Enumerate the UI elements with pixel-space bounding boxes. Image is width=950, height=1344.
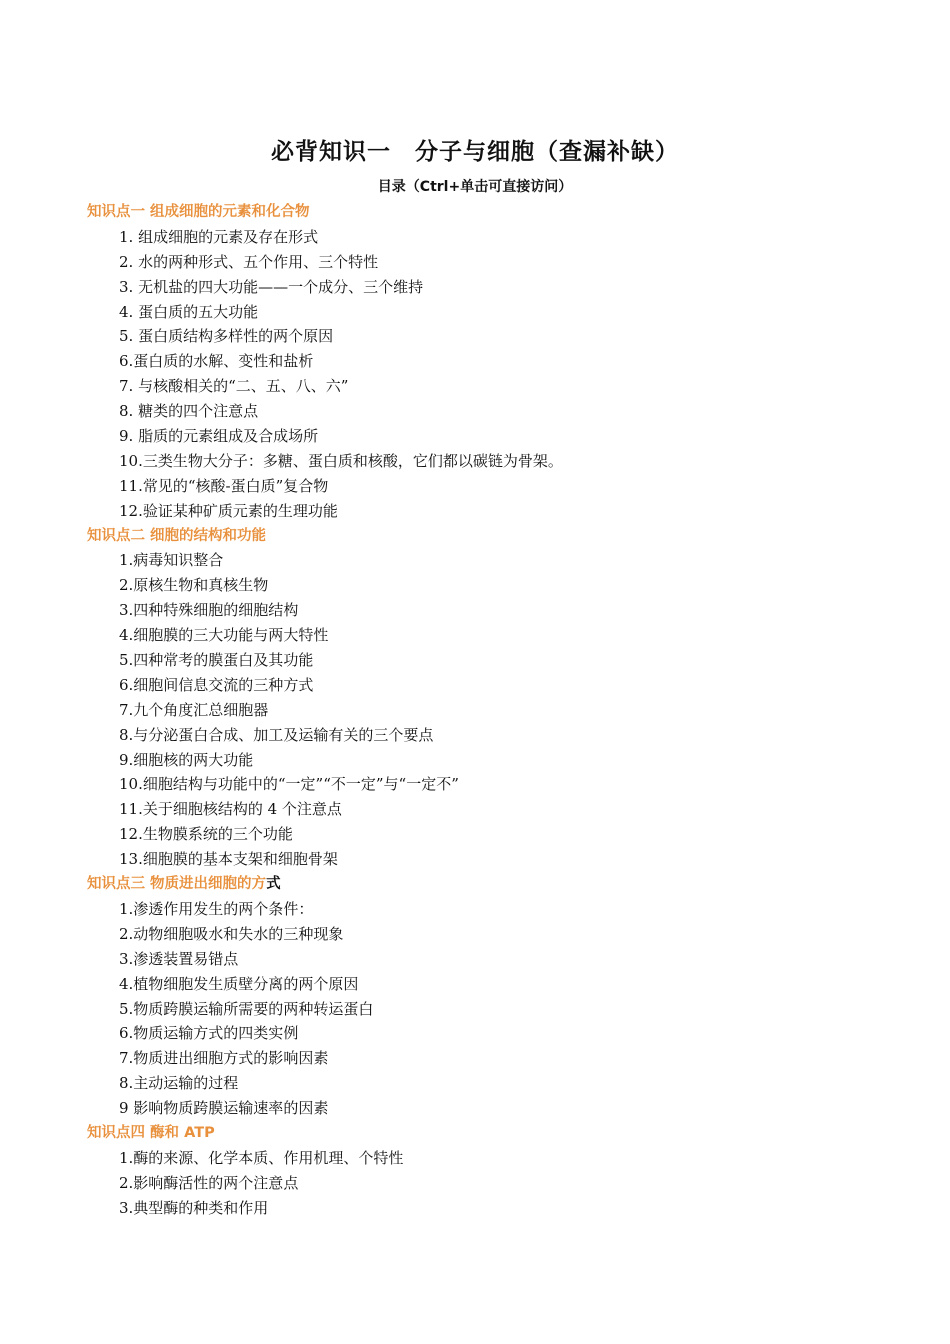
toc-item[interactable]: 7.物质进出细胞方式的影响因素 — [119, 1049, 329, 1068]
toc-item[interactable]: 6.蛋白质的水解、变性和盐析 — [119, 352, 314, 371]
toc-section-heading[interactable]: 知识点一 组成细胞的元素和化合物 — [87, 204, 310, 220]
toc-item[interactable]: 1.渗透作用发生的两个条件： — [119, 899, 314, 918]
toc-item[interactable]: 1. 组成细胞的元素及存在形式 — [119, 227, 319, 246]
toc-item[interactable]: 2.影响酶活性的两个注意点 — [119, 1173, 299, 1192]
toc-item[interactable]: 7.九个角度汇总细胞器 — [119, 700, 269, 719]
toc-item[interactable]: 4.细胞膜的三大功能与两大特性 — [119, 626, 329, 645]
toc-item[interactable]: 11.关于细胞核结构的 4 个注意点 — [119, 800, 342, 819]
toc-item[interactable]: 8.主动运输的过程 — [119, 1074, 239, 1093]
toc-item[interactable]: 2.原核生物和真核生物 — [119, 576, 269, 595]
toc-item[interactable]: 12.验证某种矿质元素的生理功能 — [119, 501, 338, 520]
toc-item[interactable]: 9. 脂质的元素组成及合成场所 — [119, 427, 319, 446]
toc-item[interactable]: 9.细胞核的两大功能 — [119, 750, 254, 769]
toc-item[interactable]: 3.典型酶的种类和作用 — [119, 1198, 269, 1217]
toc-item[interactable]: 3.渗透装置易错点 — [119, 949, 239, 968]
toc-item[interactable]: 10.三类生物大分子：多糖、蛋白质和核酸，它们都以碳链为骨架。 — [119, 451, 563, 470]
toc-item[interactable]: 7. 与核酸相关的“二、五、八、六” — [119, 377, 349, 396]
toc-item[interactable]: 12.生物膜系统的三个功能 — [119, 825, 293, 844]
toc-section-heading[interactable]: 知识点四 酶和 ATP — [87, 1124, 215, 1141]
toc-item[interactable]: 4.植物细胞发生质壁分离的两个原因 — [119, 974, 359, 993]
toc-item[interactable]: 10.细胞结构与功能中的“一定”“不一定”与“一定不” — [119, 775, 459, 794]
toc-item[interactable]: 5.四种常考的膜蛋白及其功能 — [119, 651, 314, 670]
toc-item[interactable]: 11.常见的“核酸-蛋白质”复合物 — [119, 476, 329, 495]
toc-item[interactable]: 2.动物细胞吸水和失水的三种现象 — [119, 924, 344, 943]
document-title: 必背知识一 分子与细胞（查漏补缺） — [271, 139, 679, 165]
toc-item[interactable]: 1.酶的来源、化学本质、作用机理、个特性 — [119, 1148, 404, 1167]
toc-item[interactable]: 6.细胞间信息交流的三种方式 — [119, 675, 314, 694]
table-of-contents — [87, 200, 887, 1221]
toc-item[interactable]: 5.物质跨膜运输所需要的两种转运蛋白 — [119, 999, 374, 1018]
toc-item[interactable]: 3.四种特殊细胞的细胞结构 — [119, 601, 299, 620]
toc-item[interactable]: 5. 蛋白质结构多样性的两个原因 — [119, 327, 334, 346]
toc-item[interactable]: 4. 蛋白质的五大功能 — [119, 302, 259, 321]
toc-subtitle: 目录（Ctrl+单击可直接访问） — [377, 179, 573, 195]
toc-item[interactable]: 3. 无机盐的四大功能——一个成分、三个维持 — [119, 277, 424, 296]
toc-item[interactable]: 6.物质运输方式的四类实例 — [119, 1024, 299, 1043]
toc-item[interactable]: 8.与分泌蛋白合成、加工及运输有关的三个要点 — [119, 725, 434, 744]
toc-item[interactable]: 2. 水的两种形式、五个作用、三个特性 — [119, 252, 379, 271]
toc-item[interactable]: 8. 糖类的四个注意点 — [119, 402, 259, 421]
toc-item[interactable]: 13.细胞膜的基本支架和细胞骨架 — [119, 850, 338, 869]
toc-section-heading[interactable]: 知识点三 物质进出细胞的方式 — [87, 876, 281, 893]
toc-item[interactable]: 9 影响物质跨膜运输速率的因素 — [119, 1099, 329, 1118]
toc-section-heading[interactable]: 知识点二 细胞的结构和功能 — [87, 527, 267, 544]
toc-item[interactable]: 1.病毒知识整合 — [119, 551, 224, 570]
